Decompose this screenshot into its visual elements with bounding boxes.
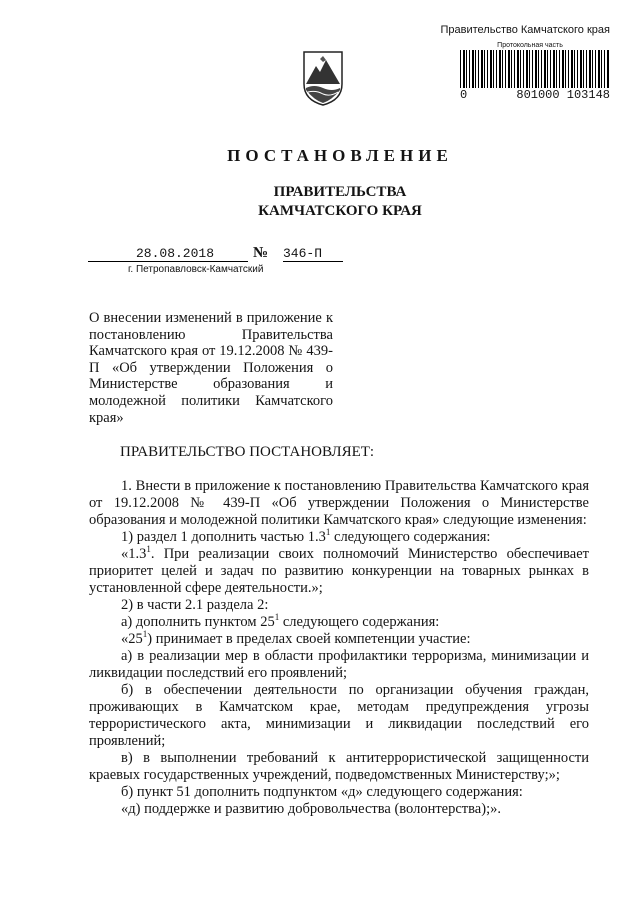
- paragraph: в) в выполнении требований к антитеррористической защищенности краевых государственных учреждений, подведомственных Министерству;»;: [89, 750, 589, 783]
- paragraph: [89, 546, 589, 597]
- paragraph-text: «25: [121, 631, 143, 647]
- paragraph: [89, 529, 589, 546]
- document-body: [89, 478, 589, 818]
- document-kind: ПОСТАНОВЛЕНИЕ: [227, 146, 453, 165]
- number-sign: №: [253, 245, 269, 261]
- paragraph-text: ) принимает в пределах своей компетенции участие:: [147, 631, 471, 647]
- superscript: 1: [146, 544, 151, 555]
- superscript: 1: [142, 629, 148, 640]
- paragraph: б) пункт 51 дополнить подпунктом «д» следующего содержания:: [121, 784, 523, 800]
- registry-stamp: [410, 24, 610, 49]
- issuer-line-2: КАМЧАТСКОГО КРАЯ: [258, 203, 422, 219]
- document-date: 28.08.2018: [136, 246, 215, 261]
- paragraph: [89, 614, 589, 631]
- paragraph: а) в реализации мер в области профилактики терроризма, минимизации и ликвидации последствий его проявлений;: [89, 648, 589, 681]
- paragraph-text: следующего содержания:: [279, 614, 440, 630]
- document-title: О внесении изменений в приложение к постановлению Правительства Камчатского края от 19.12.2008 № 439-П «Об утверждении Положения о Министерстве образования и молодежной политики Камчатского края»: [89, 310, 333, 426]
- document-city: г. Петропавловск-Камчатский: [128, 264, 264, 275]
- barcode-digits: 801000 103148: [516, 88, 610, 102]
- paragraph-text: «1.3: [121, 546, 147, 562]
- paragraph: 2) в части 2.1 раздела 2:: [121, 597, 269, 613]
- resolution-heading: ПРАВИТЕЛЬСТВО ПОСТАНОВЛЯЕТ:: [120, 444, 375, 460]
- paragraph-text: . При реализации своих полномочий Министерство обеспечивает приоритет целей и задач по развитию конкуренции на товарных рынках в установленной сфере деятельности.»;: [89, 546, 589, 596]
- paragraph-text: следующего содержания:: [330, 529, 491, 545]
- paragraph: 1. Внести в приложение к постановлению Правительства Камчатского края от 19.12.2008 № 439-П «Об утверждении Положения о Министерстве образования и молодежной политики Камчатского края» следующие изменения:: [89, 478, 589, 528]
- paragraph: «д) поддержке и развитию добровольчества (волонтерства);».: [121, 801, 501, 817]
- superscript: 1: [274, 612, 280, 623]
- number-underline: [283, 261, 343, 262]
- paragraph-text: а) дополнить пунктом 25: [121, 614, 275, 630]
- paragraph: б) в обеспечении деятельности по организации обучения граждан, проживающих в Камчатском крае, методам предупреждения угрозы террористического акта, минимизации и ликвидации последствий его проявлений;: [89, 682, 589, 749]
- stamp-organization: Правительство Камчатского края: [440, 24, 610, 36]
- date-underline: [88, 261, 248, 262]
- kamchatka-coat-of-arms-icon: [302, 50, 344, 106]
- barcode-icon: [460, 50, 610, 88]
- stamp-subtitle: Протокольная часть: [497, 42, 563, 49]
- superscript: 1: [325, 527, 331, 538]
- paragraph-text: 1) раздел 1 дополнить частью 1.3: [121, 529, 326, 545]
- barcode-lead-digit: 0: [460, 88, 468, 102]
- document-number: 346-П: [283, 246, 323, 261]
- paragraph: [89, 631, 589, 648]
- issuer-line-1: ПРАВИТЕЛЬСТВА: [273, 184, 407, 200]
